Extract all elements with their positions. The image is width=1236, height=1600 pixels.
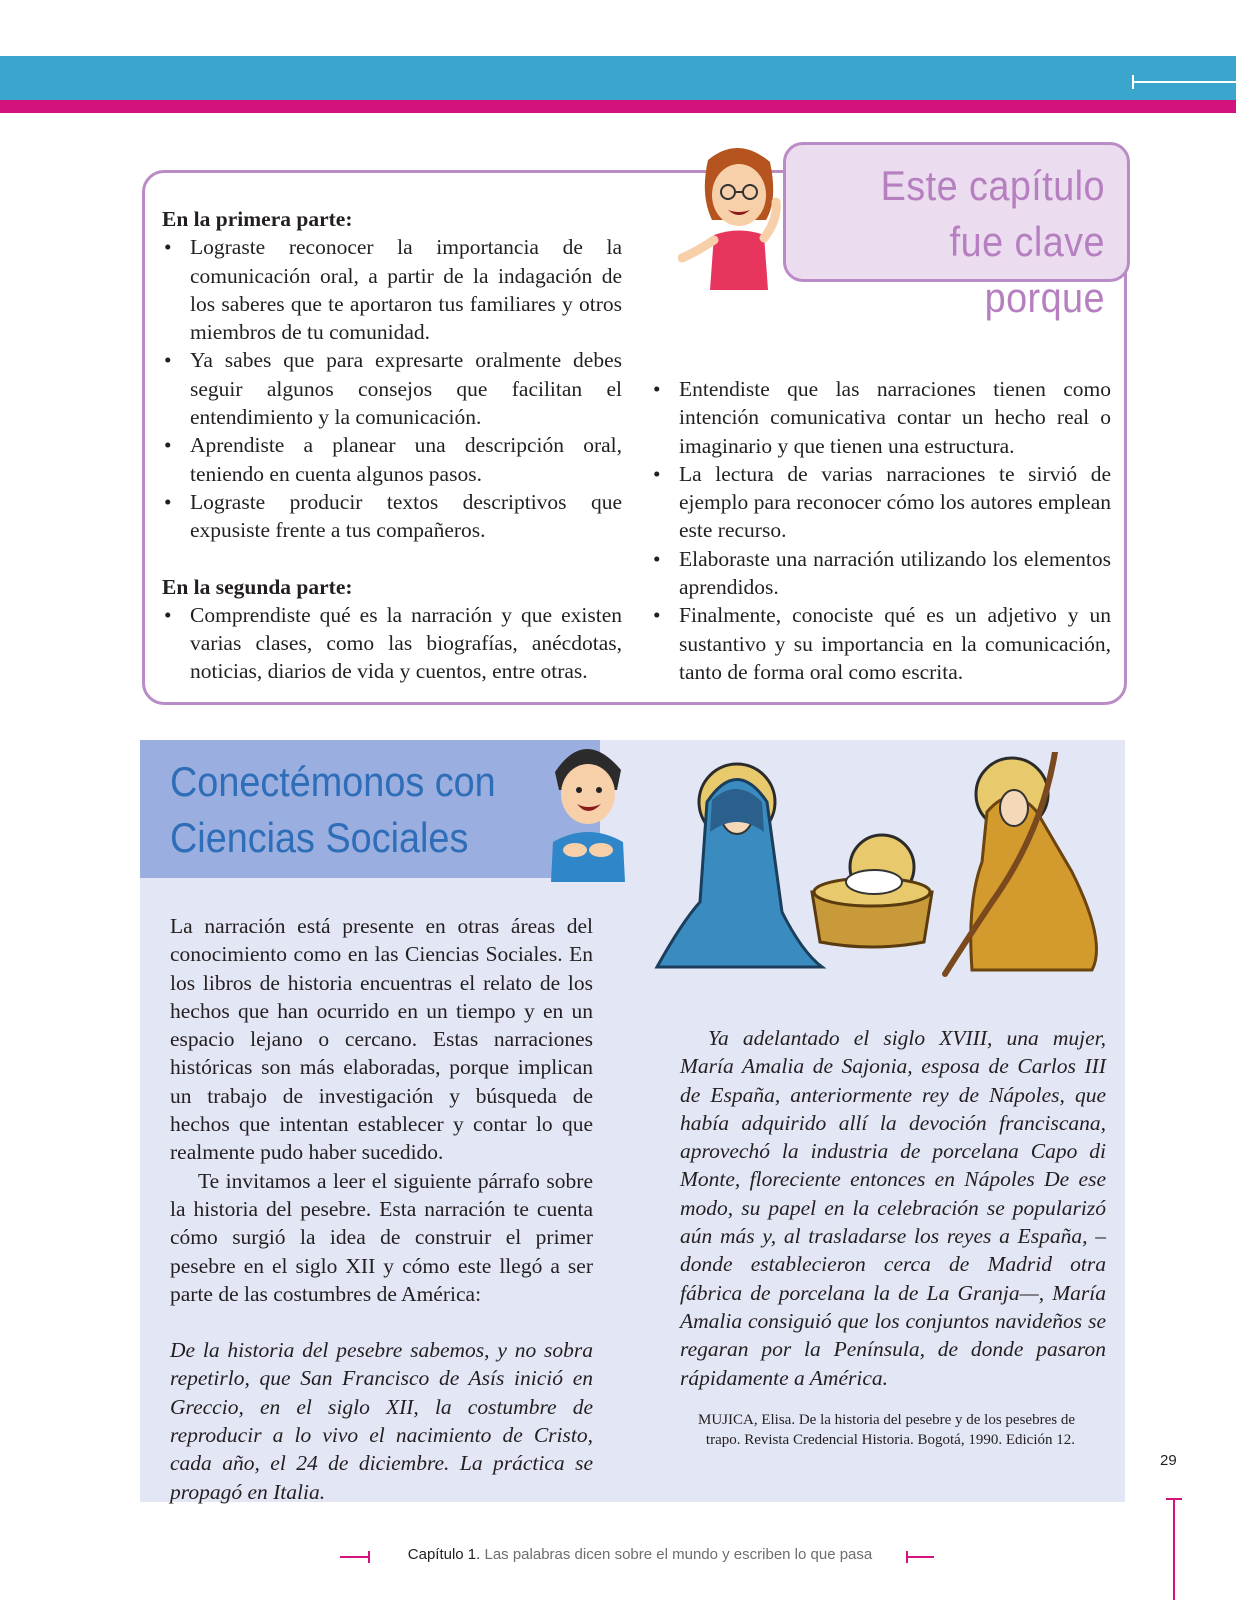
list-item: • Finalmente, conociste qué es un adjetivo y un sustantivo y su importancia en la comunicación, tanto de forma oral como escrita. bbox=[679, 601, 1111, 686]
connect-paragraph-1: La narración está presente en otras áreas del conocimiento como en las Ciencias Sociales. En los libros de historia encuentras el relato de los hechos que han ocurrido en un tiempo y en un espacio lejano o cercano. Estas narraciones históricas son más elaboradas, porque implican un trabajo de investigación y búsqueda de hechos que intentan establecer y contar lo que realmente pudo haber sucedido. bbox=[170, 914, 593, 1165]
quote-left: De la historia del pesebre sabemos, y no sobra repetirlo, que San Francisco de Asís inició en Greccio, en el siglo XII, la costumbre de reproducir a lo vivo el nacimiento de Cristo, cada año, el 24 de diciembre. La práctica se propagó en Italia. bbox=[170, 1338, 593, 1504]
citation: MUJICA, Elisa. De la historia del pesebre y de los pesebres de trapo. Revista Credencial Historia. Bogotá, 1990. Edición 12. bbox=[698, 1412, 1075, 1448]
teacher-girl-illustration bbox=[678, 140, 798, 290]
part1-heading: En la primera parte: bbox=[162, 207, 353, 231]
connect-title bbox=[170, 754, 548, 866]
part2-heading: En la segunda parte: bbox=[162, 574, 353, 599]
list-item: • La lectura de varias narraciones te sirvió de ejemplo para reconocer cómo los autores emplean este recurso. bbox=[679, 460, 1111, 545]
right-list bbox=[651, 375, 1111, 686]
summary-title bbox=[822, 158, 1106, 326]
part2-list bbox=[162, 601, 622, 686]
connect-title-line2: Ciencias Sociales bbox=[170, 814, 469, 861]
summary-title-line1: Este capítulo bbox=[880, 162, 1105, 209]
header-rule bbox=[1132, 81, 1236, 83]
list-item: • Entendiste que las narraciones tienen como intención comunicativa contar un hecho real o imaginario y que tienen una estructura. bbox=[679, 375, 1111, 460]
footer-chapter-title: Las palabras dicen sobre el mundo y escriben lo que pasa bbox=[484, 1546, 873, 1563]
summary-left-column bbox=[162, 205, 622, 686]
footer bbox=[340, 1546, 940, 1563]
page-number: 29 bbox=[1160, 1452, 1177, 1469]
connect-paragraph-2: Te invitamos a leer el siguiente párrafo sobre la historia del pesebre. Esta narración te cuenta cómo surgió la idea de construir el primer pesebre en el siglo XII y cómo este llegó a ser parte de las costumbres de América: bbox=[170, 1168, 593, 1306]
header-rule-tick bbox=[1132, 75, 1134, 89]
margin-rule bbox=[1173, 1498, 1175, 1600]
connect-body-left bbox=[170, 912, 593, 1506]
nativity-illustration bbox=[652, 752, 1112, 997]
header-band-blue bbox=[0, 56, 1236, 100]
header-band-magenta bbox=[0, 100, 1236, 113]
quote-right: Ya adelantado el siglo XVIII, una mujer, María Amalia de Sajonia, esposa de Carlos III de España, anteriormente rey de Nápoles, que había adquirido allí la devoción franciscana, aprovechó la industria de porcelana Capo di Monte, floreciente entonces en Nápoles De ese modo, su papel en la celebración se popularizó aún más y, al trasladarse los reyes a España, –donde establecieron cerca de Madrid otra fábrica de porcelana la de La Granja—, María Amalia consiguió que los conjuntos navideños se regaran por la Península, de donde pasaron rápidamente a América. bbox=[680, 1026, 1106, 1390]
list-item: • Lograste reconocer la importancia de la comunicación oral, a partir de la indagación de los saberes que te aportaron tus familiares y otros miembros de tu comunidad. bbox=[190, 233, 622, 346]
summary-right-column bbox=[651, 375, 1111, 686]
list-item: • Aprendiste a planear una descripción oral, teniendo en cuenta algunos pasos. bbox=[190, 431, 622, 488]
connect-title-line1: Conectémonos con bbox=[170, 758, 496, 805]
list-item: • Comprendiste qué es la narración y que existen varias clases, como las biografías, anécdotas, noticias, diarios de vida y cuentos, entre otras. bbox=[190, 601, 622, 686]
list-item: • Elaboraste una narración utilizando los elementos aprendidos. bbox=[679, 545, 1111, 602]
part1-list bbox=[162, 233, 622, 544]
boy-illustration bbox=[545, 732, 630, 882]
summary-title-line2: fue clave porque bbox=[949, 218, 1105, 321]
margin-rule-tick bbox=[1166, 1498, 1182, 1500]
list-item: • Ya sabes que para expresarte oralmente debes seguir algunos consejos que facilitan el entendimiento y la comunicación. bbox=[190, 346, 622, 431]
footer-chapter: Capítulo 1. bbox=[407, 1546, 481, 1563]
list-item: • Lograste producir textos descriptivos que expusiste frente a tus compañeros. bbox=[190, 488, 622, 545]
